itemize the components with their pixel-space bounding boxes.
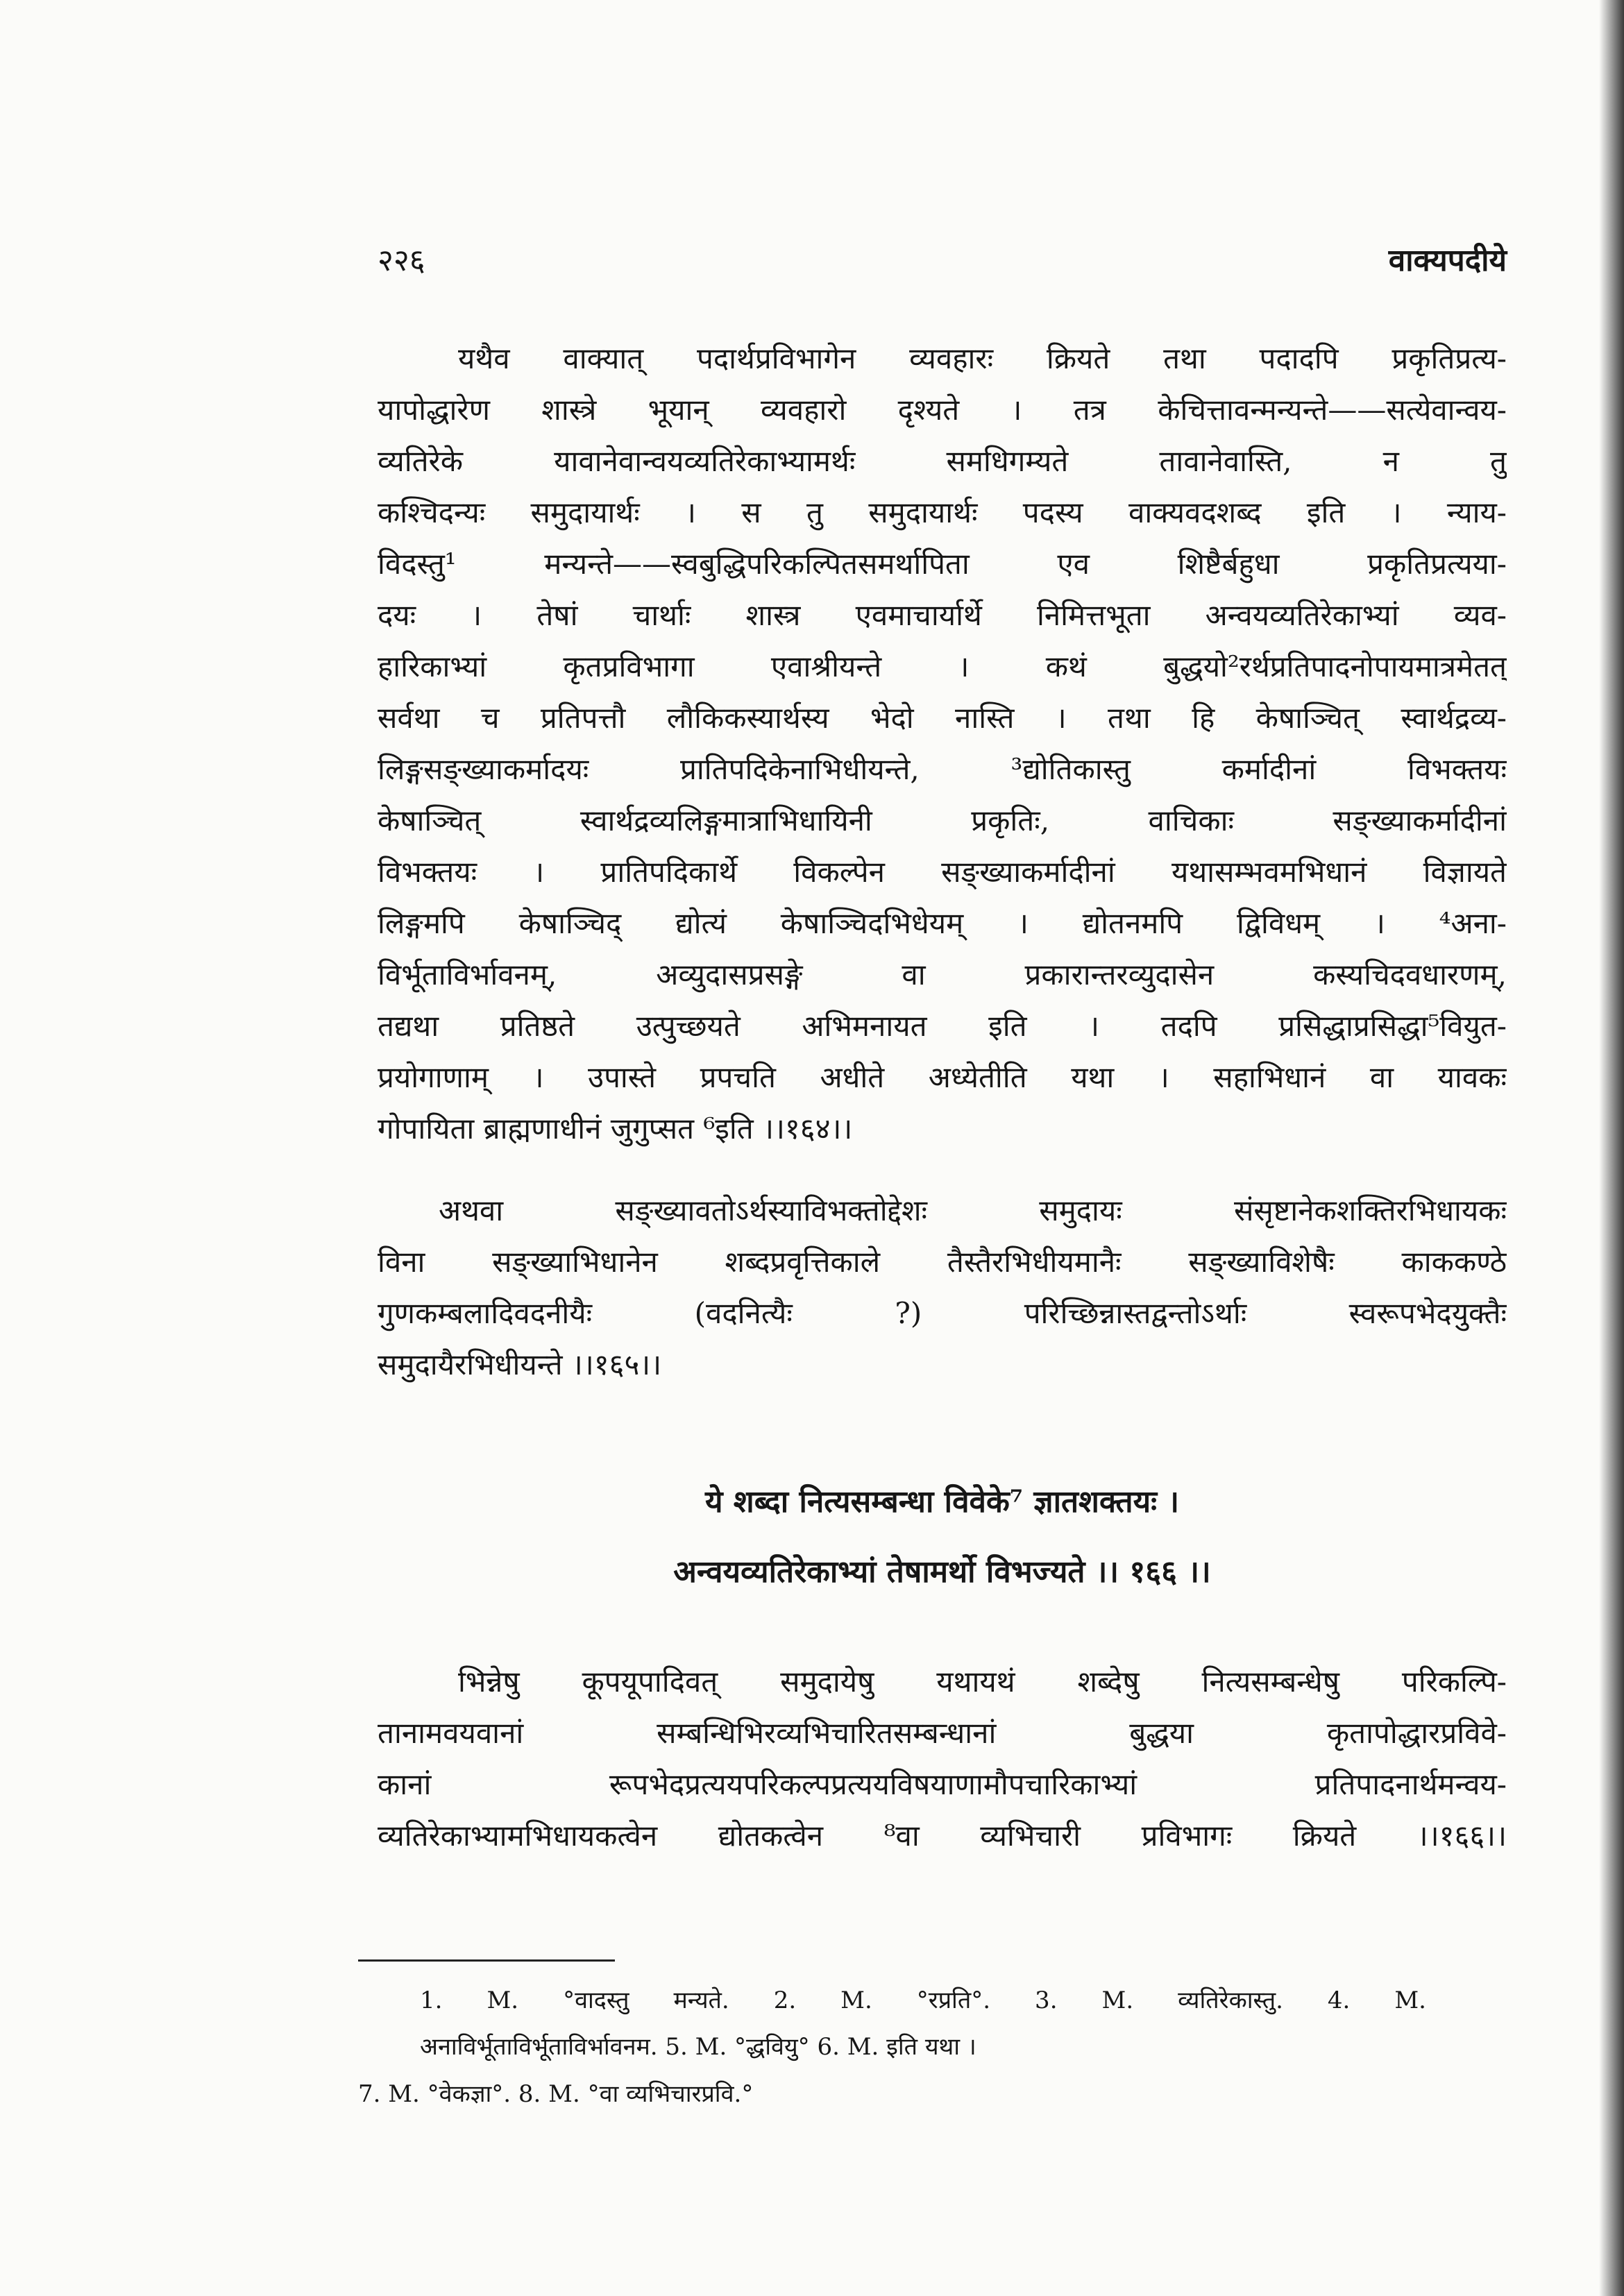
commentary-line: कानां रूपभेदप्रत्ययपरिकल्पप्रत्ययविषयाणामौपचारिकाभ्यां प्रतिपादनार्थमन्वय- bbox=[378, 1767, 1507, 1801]
commentary-line: समुदायैरभिधीयन्ते ।।१६५।। bbox=[378, 1347, 662, 1381]
page-number: २२६ bbox=[378, 243, 425, 278]
commentary-line: तद्यथा प्रतिष्ठते उत्पुच्छयते अभिमनायत इति । तदपि प्रसिद्धाप्रसिद्धा⁵वियुत- bbox=[378, 1009, 1507, 1043]
commentary-line: व्यतिरेकाभ्यामभिधायकत्वेन द्योतकत्वेन ⁸वा व्यभिचारी प्रविभागः क्रियते ।।१६६।। bbox=[378, 1819, 1507, 1853]
verse-line: ये शब्दा नित्यसम्बन्धा विवेके⁷ ज्ञातशक्तयः । bbox=[704, 1484, 1180, 1520]
commentary-line: कश्चिदन्यः समुदायार्थः । स तु समुदायार्थः पदस्य वाक्यवदशब्द इति । न्याय- bbox=[378, 495, 1507, 529]
commentary-line: लिङ्गसङ्ख्याकर्मादयः प्रातिपदिकेनाभिधीयन्ते, ³द्योतिकास्तु कर्मादीनां विभक्तयः bbox=[378, 752, 1507, 786]
commentary-line: लिङ्गमपि केषाञ्चिद् द्योत्यं केषाञ्चिदभिधेयम् । द्योतनमपि द्विविधम् । ⁴अना- bbox=[378, 906, 1507, 940]
commentary-line: व्यतिरेके यावानेवान्वयव्यतिरेकाभ्यामर्थः समधिगम्यते तावानेवास्ति, न तु bbox=[378, 444, 1507, 478]
commentary-line: सर्वथा च प्रतिपत्तौ लौकिकस्यार्थस्य भेदो नास्ति । तथा हि केषाञ्चित् स्वार्थद्रव्य- bbox=[378, 701, 1507, 735]
footnote-rule bbox=[358, 1959, 615, 1962]
footnote-line: अनाविर्भूताविर्भूताविर्भावनम. 5. M. °द्धवियु° 6. M. इति यथा । bbox=[420, 2033, 976, 2061]
commentary-line: गोपायिता ब्राह्मणाधीनं जुगुप्सत ⁶इति ।।१६४।। bbox=[378, 1112, 853, 1146]
verse-line: अन्वयव्यतिरेकाभ्यां तेषामर्थो विभज्यते ।। १६६ ।। bbox=[673, 1554, 1211, 1590]
scan-edge-shadow bbox=[1599, 0, 1624, 2296]
commentary-line: दयः । तेषां चार्थाः शास्त्र एवमाचार्यार्थे निमित्तभूता अन्वयव्यतिरेकाभ्यां व्यव- bbox=[378, 598, 1507, 632]
commentary-line: यापोद्धारेण शास्त्रे भूयान् व्यवहारो दृश्यते । तत्र केचित्तावन्मन्यन्ते——सत्येवान्वय- bbox=[378, 393, 1507, 427]
commentary-line: भिन्नेषु कूपयूपादिवत् समुदायेषु यथायथं शब्देषु नित्यसम्बन्धेषु परिकल्पि- bbox=[458, 1665, 1507, 1699]
commentary-line: गुणकम्बलादिवदनीयैः (वदनित्यैः ?) परिच्छिन्नास्तद्वन्तोऽर्थाः स्वरूपभेदयुक्तैः bbox=[378, 1296, 1507, 1330]
commentary-line: विभक्तयः । प्रातिपदिकार्थे विकल्पेन सङ्ख्याकर्मादीनां यथासम्भवमभिधानं विज्ञायते bbox=[378, 855, 1507, 889]
commentary-line: हारिकाभ्यां कृतप्रविभागा एवाश्रीयन्ते । कथं बुद्धयो²रर्थप्रतिपादनोपायमात्रमेतत् bbox=[378, 649, 1507, 683]
commentary-line: अथवा सङ्ख्यावतोऽर्थस्याविभक्तोद्देशः समुदायः संसृष्टानेकशक्तिरभिधायकः bbox=[439, 1193, 1507, 1227]
commentary-line: तानामवयवानां सम्बन्धिभिरव्यभिचारितसम्बन्धानां बुद्धया कृतापोद्धारप्रविवे- bbox=[378, 1716, 1507, 1750]
footnote-line: 7. M. °वेकज्ञा°. 8. M. °वा व्यभिचारप्रवि.° bbox=[358, 2080, 754, 2108]
commentary-line: विदस्तु¹ मन्यन्ते——स्वबुद्धिपरिकल्पितसमर्थापिता एव शिष्टैर्बहुधा प्रकृतिप्रत्यया- bbox=[378, 547, 1507, 581]
commentary-line: विना सङ्ख्याभिधानेन शब्दप्रवृत्तिकाले तैस्तैरभिधीयमानैः सङ्ख्याविशेषैः काककण्ठे bbox=[378, 1245, 1507, 1279]
footnotes bbox=[358, 1978, 1507, 2123]
commentary-line: प्रयोगाणाम् । उपास्ते प्रपचति अधीते अध्येतीति यथा । सहाभिधानं वा यावकः bbox=[378, 1060, 1507, 1094]
footnote-line: 1. M. °वादस्तु मन्यते. 2. M. °रप्रति°. 3. M. व्यतिरेकास्तु. 4. M. bbox=[420, 1987, 1426, 2014]
commentary-line: यथैव वाक्यात् पदार्थप्रविभागेन व्यवहारः क्रियते तथा पदादपि प्रकृतिप्रत्य- bbox=[458, 341, 1507, 375]
running-title: वाक्यपदीये bbox=[1388, 243, 1507, 278]
commentary-line: विर्भूताविर्भावनम्, अव्युदासप्रसङ्गे वा प्रकारान्तरव्युदासेन कस्यचिदवधारणम्, bbox=[378, 958, 1507, 992]
commentary-line: केषाञ्चित् स्वार्थद्रव्यलिङ्गमात्राभिधायिनी प्रकृतिः, वाचिकाः सङ्ख्याकर्मादीनां bbox=[378, 803, 1507, 837]
